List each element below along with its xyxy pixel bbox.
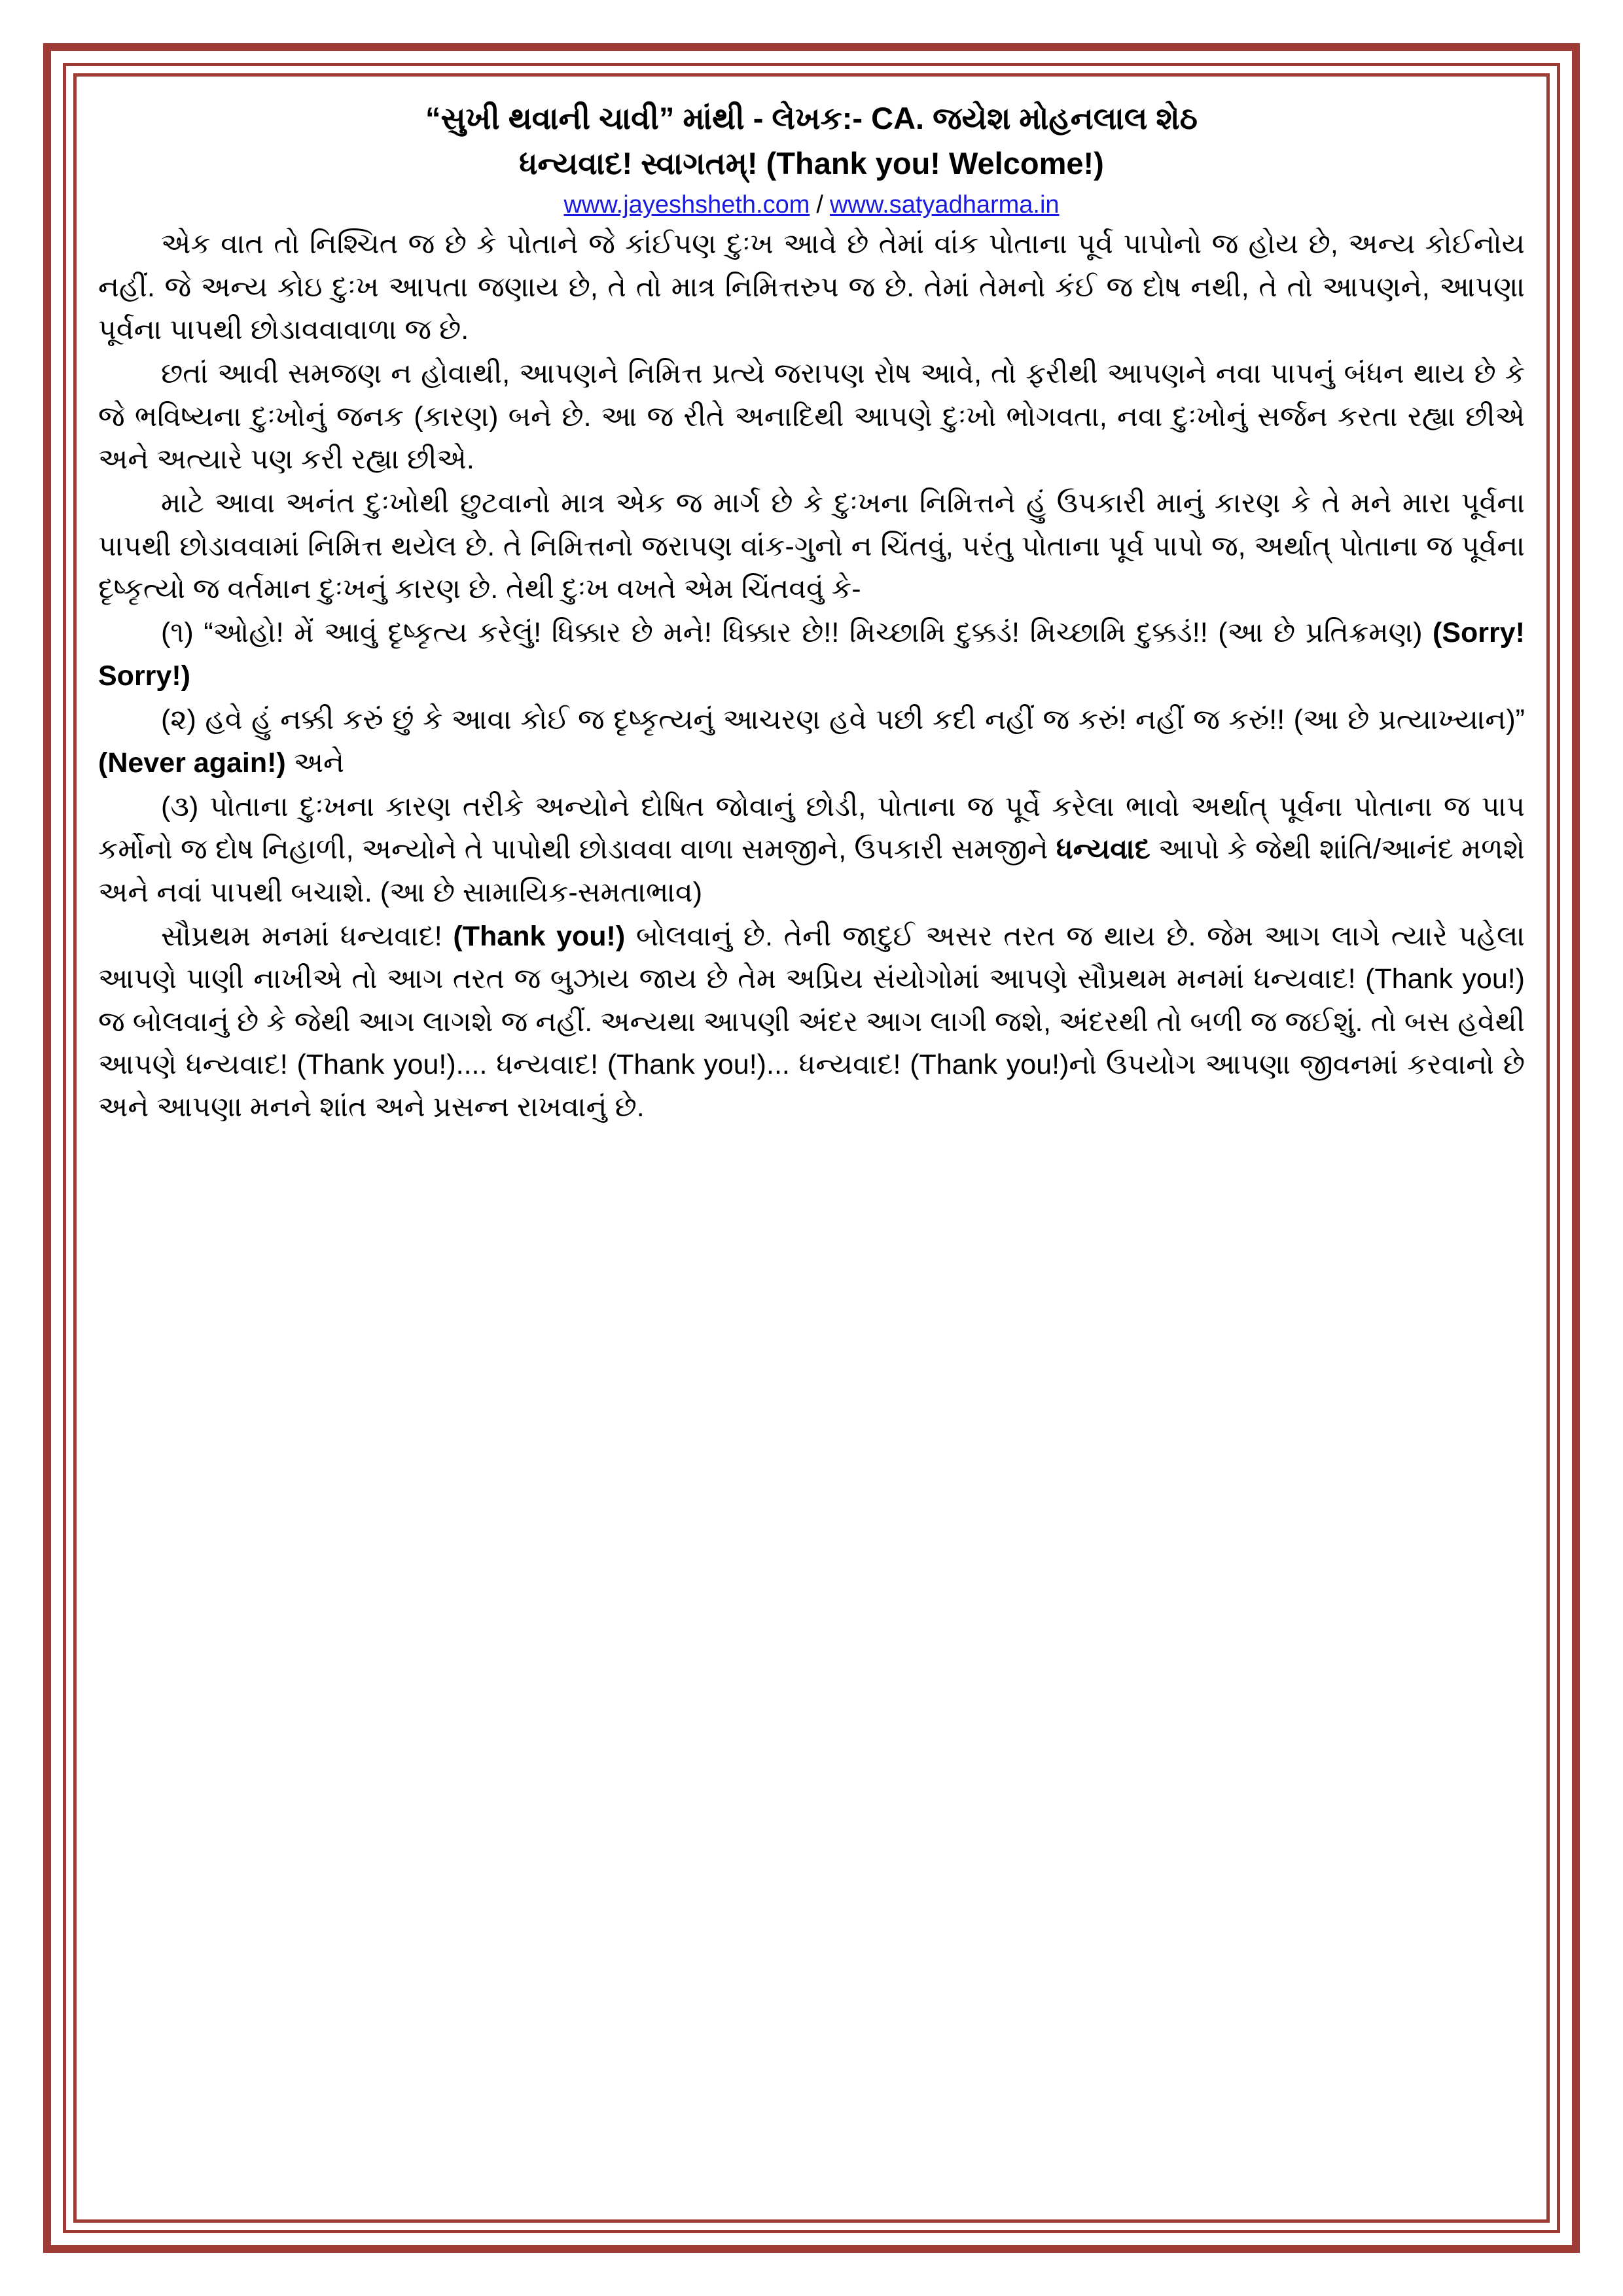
numbered-item-2-bold: (Never again!): [98, 747, 286, 779]
numbered-item-2-text: (૨) હવે હું નક્કી કરું છું કે આવા કોઈ જ દૃષ્કૃત્યનું આચરણ હવે પછી કદી નહીં જ કરું! નહીં જ કરું!! (આ છે પ્રત્યાખ્યાન)”: [161, 704, 1525, 736]
document-title-line-1: “સુખી થવાની ચાવી” માંથી - લેખક:- CA. જયેશ મોહનલાલ શેઠ: [425, 101, 1198, 135]
numbered-item-3-text: (૩) પોતાના દુઃખના કારણ તરીકે અન્યોને દોષિત જોવાનું છોડી, પોતાના જ પૂર્વે કરેલા ભાવો અર્થાત્ પૂર્વના પોતાના જ પાપ કર્મોનો જ દોષ નિહાળી, અન્યોને તે પાપોથી છોડાવવા વાળા સમજીને, ઉપકારી સમજીને: [98, 790, 1525, 866]
numbered-item-1-text: (૧) “ઓહો! મેં આવું દૃષ્કૃત્ય કરેલું! ધિક્કાર છે મને! ધિક્કાર છે!! મિચ્છામિ દુક્કડં! મિચ્છામિ દુક્કડં!! (આ છે પ્રતિક્રમણ): [161, 617, 1433, 649]
body-paragraph-3: માટે આવા અનંત દુઃખોથી છુટવાનો માત્ર એક જ માર્ગ છે કે દુઃખના નિમિત્તને હું ઉપકારી માનું કારણ કે તે મને મારા પૂર્વના પાપથી છોડાવવામાં નિમિત્ત થયેલ છે. તે નિમિત્તનો જરાપણ વાંક-ગુનો ન ચિંતવું, પરંતુ પોતાના પૂર્વ પાપો જ, અર્થાત્ પોતાના જ પૂર્વના દૃષ્કૃત્યો જ વર્તમાન દુઃખનું કારણ છે. તેથી દુઃખ વખતે એમ ચિંતવવું કે-: [98, 487, 1525, 605]
document-content: [98, 98, 1525, 2217]
numbered-item-3-bold: ધન્યવાદ: [1056, 834, 1150, 866]
closing-paragraph-rest: બોલવાનું છે. તેની જાદુઈ અસર તરત જ થાય છે. જેમ આગ લાગે ત્યારે પહેલા આપણે પાણી નાખીએ તો આગ તરત જ બુઝાય જાય છે તેમ અપ્રિય સંયોગોમાં આપણે સૌપ્રથમ મનમાં ધન્યવાદ! (Thank you!) જ બોલવાનું છે કે જેથી આગ લાગશે જ નહીં. અન્યથા આપણી અંદર આગ લાગી જશે, અંદરથી તો બળી જ જઈશું. તો બસ હવેથી આપણે ધન્યવાદ! (Thank you!).... ધન્યવાદ! (Thank you!)... ધન્યવાદ! (Thank you!)નો ઉપયોગ આપણા જીવનમાં કરવાનો છે અને આપણા મનને શાંત અને પ્રસન્ન રાખવાનું છે.: [98, 920, 1525, 1123]
closing-paragraph-bold: (Thank you!): [453, 920, 626, 952]
numbered-item-2: [98, 699, 1525, 785]
document-title-line-2: ધન્યવાદ! સ્વાગતમ્! (Thank you! Welcome!): [519, 146, 1104, 181]
closing-paragraph: [98, 915, 1525, 1129]
website-links: [98, 191, 1525, 219]
link-separator: /: [816, 191, 823, 219]
numbered-item-3-tail: આપો કે જેથી શાંતિ/આનંદ મળશે અને નવાં પાપથી બચાશે. (આ છે સામાયિક-સમતાભાવ): [98, 834, 1525, 908]
numbered-item-1-bold: (Sorry! Sorry!): [98, 617, 1525, 692]
link-satyadharma[interactable]: www.satyadharma.in: [829, 191, 1060, 219]
numbered-item-2-tail: અને: [285, 747, 345, 779]
closing-paragraph-lead: સૌપ્રથમ મનમાં ધન્યવાદ!: [161, 920, 454, 952]
body-paragraph-1: એક વાત તો નિશ્ચિત જ છે કે પોતાને જે કાંઈપણ દુઃખ આવે છે તેમાં વાંક પોતાના પૂર્વ પાપોનો જ હોય છે, અન્ય કોઈનોય નહીં. જે અન્ય કોઇ દુઃખ આપતા જણાય છે, તે તો માત્ર નિમિત્તરુપ જ છે. તેમાં તેમનો કંઈ જ દોષ નથી, તે તો આપણને, આપણા પૂર્વના પાપથી છોડાવવાવાળા જ છે.: [98, 228, 1525, 345]
body-paragraph-2: છતાં આવી સમજણ ન હોવાથી, આપણને નિમિત્ત પ્રત્યે જરાપણ રોષ આવે, તો ફરીથી આપણને નવા પાપનું બંધન થાય છે કે જે ભવિષ્યના દુઃખોનું જનક (કારણ) બને છે. આ જ રીતે અનાદિથી આપણે દુઃખો ભોગવતા, નવા દુઃખોનું સર્જન કરતા રહ્યા છીએ અને અત્યારે પણ કરી રહ્યા છીએ.: [98, 358, 1525, 475]
numbered-item-3: [98, 786, 1525, 914]
link-jayeshsheth[interactable]: www.jayeshsheth.com: [563, 191, 810, 219]
numbered-item-1: [98, 612, 1525, 698]
